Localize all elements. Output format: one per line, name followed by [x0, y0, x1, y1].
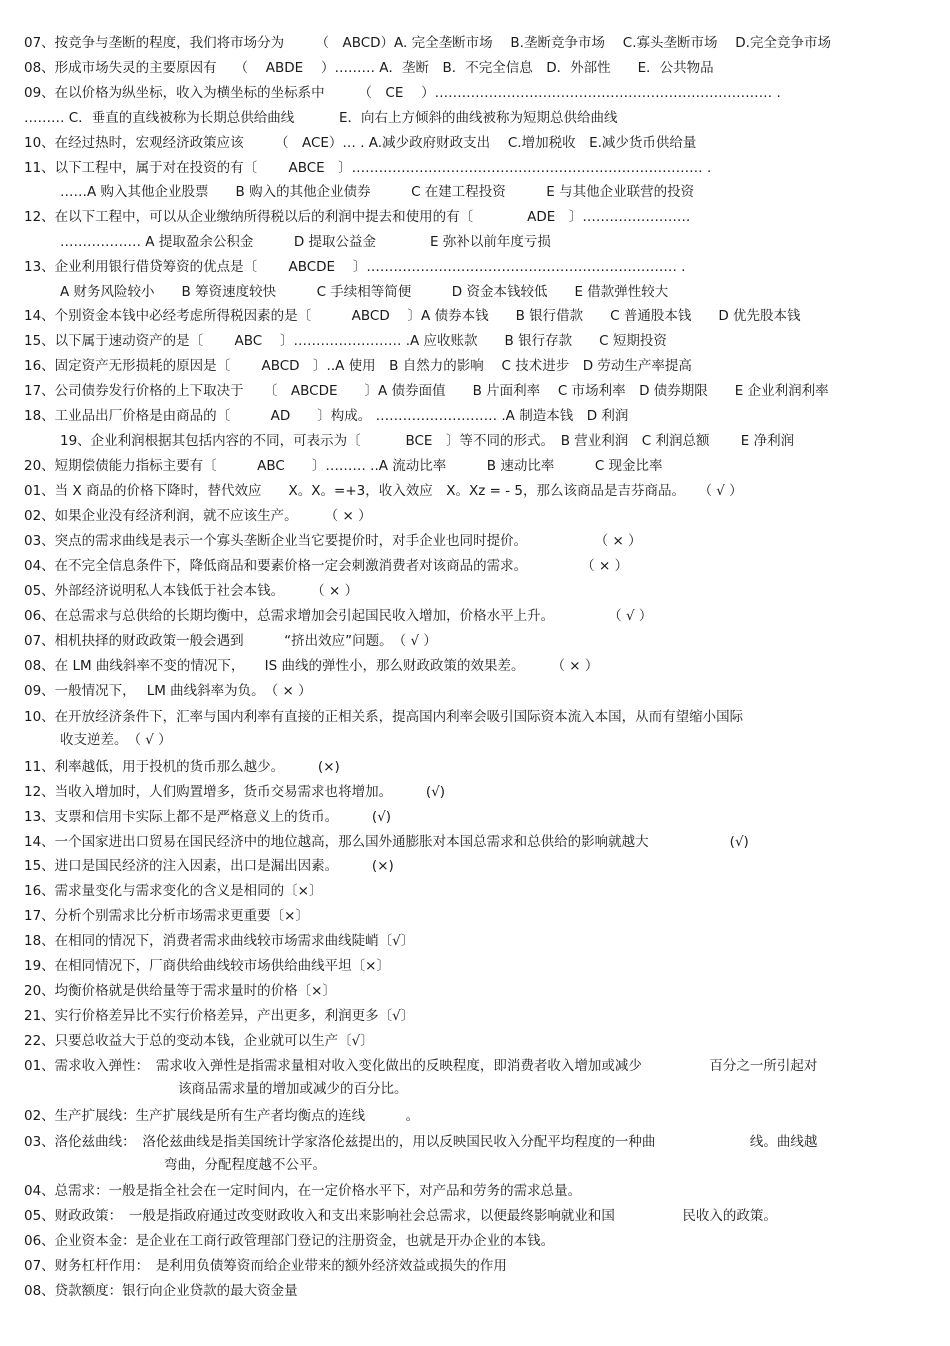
q-line: 05、外部经济说明私人本钱低于社会本钱。 （ × ） — [24, 583, 359, 599]
def-line: 06、企业资本金：是企业在工商行政管理部门登记的注册资金，也就是开办企业的本钱。 — [24, 1233, 555, 1249]
q-line: 01、当 X 商品的价格下降时，替代效应 X。X。=+3，收入效应 X。Xz = - 5，那么该商品是吉芬商品。 （ √ ） — [24, 483, 743, 499]
q-line: 07、按竞争与垄断的程度，我们将市场分为 （ ABCD）A. 完全垄断市场 B.垄断竞争市场 C.寡头垄断市场 D.完全竞争市场 — [24, 35, 831, 51]
q-line: 15、进口是国民经济的注入因素，出口是漏出因素。 (×) — [24, 858, 394, 874]
q-line: 16、需求量变化与需求变化的含义是相同的〔×〕 — [24, 883, 323, 899]
q-line: 13、企业利用银行借贷筹资的优点是〔 ABCDE 〕…………………………………………………………… . — [24, 259, 686, 275]
q-line: 12、在以下工程中，可以从企业缴纳所得税以后的利润中提去和使用的有〔 ADE 〕…………………… — [24, 209, 691, 225]
q-line: 18、工业品出厂价格是由商品的〔 AD 〕构成。 ……………………… .A 制造本钱 D 利润 — [24, 408, 629, 424]
def-line: 04、总需求：一般是指全社会在一定时间内，在一定价格水平下，对产品和劳务的需求总量。 — [24, 1183, 582, 1199]
q-line: ……………… A 提取盈余公积金 D 提取公益金 E 弥补以前年度亏损 — [60, 234, 551, 250]
q-line: 13、支票和信用卡实际上都不是严格意义上的货币。 (√) — [24, 809, 392, 825]
q-line: 21、实行价格差异比不实行价格差异，产出更多，利润更多〔√〕 — [24, 1008, 415, 1024]
q-line: 收支逆差。 （ √ ） — [60, 732, 172, 748]
def-line: 07、财务杠杆作用： 是利用负债筹资而给企业带来的额外经济效益或损失的作用 — [24, 1258, 507, 1274]
q-line: 20、均衡价格就是供给量等于需求量时的价格〔×〕 — [24, 983, 336, 999]
q-line: 09、一般情况下， LM 曲线斜率为负。 （ × ） — [24, 683, 312, 699]
q-line: 08、在 LM 曲线斜率不变的情况下， IS 曲线的弹性小，那么财政政策的效果差。 （ × ） — [24, 658, 599, 674]
q-line: 11、利率越低，用于投机的货币那么越少。 (×) — [24, 759, 340, 775]
q-line: 03、突点的需求曲线是表示一个寡头垄断企业当它要提价时，对手企业也同时提价。 （ × ） — [24, 533, 642, 549]
q-line: 17、公司债券发行价格的上下取决于 〔 ABCDE 〕A 债券面值 B 片面利率 C 市场利率 D 债券期限 E 企业利润利率 — [24, 383, 829, 399]
q-line: 10、在经过热时，宏观经济政策应该 （ ACE）… . A.减少政府财政支出 C.增加税收 E.减少货币供给量 — [24, 135, 697, 151]
q-line: 22、只要总收益大于总的变动本钱，企业就可以生产〔√〕 — [24, 1033, 374, 1049]
q-line: 10、在开放经济条件下，汇率与国内利率有直接的正相关系，提高国内利率会吸引国际资本流入本国，从而有望缩小国际 — [24, 709, 744, 725]
q-line: 17、分析个别需求比分析市场需求更重要〔×〕 — [24, 908, 309, 924]
q-line: 18、在相同的情况下，消费者需求曲线较市场需求曲线陡峭〔√〕 — [24, 933, 415, 949]
q-line: A 财务风险较小 B 筹资速度较快 C 手续相等简便 D 资金本钱较低 E 借款弹性较大 — [60, 284, 669, 300]
def-line: 02、生产扩展线：生产扩展线是所有生产者均衡点的连线 。 — [24, 1108, 420, 1124]
q-line: ……… C．垂直的直线被称为长期总供给曲线 E．向右上方倾斜的曲线被称为短期总供给曲线 — [24, 110, 618, 126]
def-line: 05、财政政策： 一般是指政府通过改变财政收入和支出来影响社会总需求，以便最终影响就业和国 民收入的政策。 — [24, 1208, 777, 1224]
q-line: 09、在以价格为纵坐标，收入为横坐标的坐标系中 （ CE ）………………………………………………………………… . — [24, 85, 781, 101]
q-line: 14、个别资金本钱中必经考虑所得税因素的是〔 ABCD 〕A 债券本钱 B 银行借款 C 普通股本钱 D 优先股本钱 — [24, 308, 801, 324]
q-line: 19、企业利润根据其包括内容的不同，可表示为〔 BCE 〕等不同的形式。 B 营业利润 C 利润总额 E 净利润 — [60, 433, 795, 449]
q-line: 04、在不完全信息条件下，降低商品和要素价格一定会刺激消费者对该商品的需求。 （ × ） — [24, 558, 629, 574]
q-line: 19、在相同情况下，厂商供给曲线较市场供给曲线平坦〔×〕 — [24, 958, 390, 974]
q-line: 12、当收入增加时，人们购置增多，货币交易需求也将增加。 (√) — [24, 784, 446, 800]
def-line: 08、贷款额度：银行向企业贷款的最大资金量 — [24, 1283, 298, 1299]
q-line: 11、以下工程中，属于对在投资的有〔 ABCE 〕…………………………………………………………………… . — [24, 160, 712, 176]
def-line: 弯曲，分配程度越不公平。 — [164, 1157, 326, 1173]
q-line: 20、短期偿债能力指标主要有〔 ABC 〕……… ..A 流动比率 B 速动比率 C 现金比率 — [24, 458, 663, 474]
q-line: 07、相机抉择的财政政策一般会遇到 “挤出效应”问题。 （ √ ） — [24, 633, 437, 649]
q-line: ……A 购入其他企业股票 B 购入的其他企业债券 C 在建工程投资 E 与其他企业联营的投资 — [60, 184, 695, 200]
q-line: 14、一个国家进出口贸易在国民经济中的地位越高，那么国外通膨胀对本国总需求和总供给的影响就越大 (√) — [24, 834, 749, 850]
q-line: 02、如果企业没有经济利润，就不应该生产。 （ × ） — [24, 508, 372, 524]
q-line: 16、固定资产无形损耗的原因是〔 ABCD 〕..A 使用 B 自然力的影响 C 技术进步 D 劳动生产率提高 — [24, 358, 692, 374]
q-line: 08、形成市场失灵的主要原因有 （ ABDE ）……… A．垄断 B．不完全信息 D．外部性 E．公共物品 — [24, 60, 714, 76]
q-line: 15、以下属于速动资产的是〔 ABC 〕…………………… .A 应收账款 B 银行存款 C 短期投资 — [24, 333, 667, 349]
q-line: 06、在总需求与总供给的长期均衡中，总需求增加会引起国民收入增加，价格水平上升。 （ √ ） — [24, 608, 653, 624]
def-line: 该商品需求量的增加或减少的百分比。 — [178, 1081, 408, 1097]
def-line: 01、需求收入弹性： 需求收入弹性是指需求量相对收入变化做出的反映程度，即消费者收入增加或减少 百分之一所引起对 — [24, 1058, 818, 1074]
def-line: 03、洛伦兹曲线： 洛伦兹曲线是指美国统计学家洛伦兹提出的，用以反映国民收入分配平均程度的一种曲 线。曲线越 — [24, 1134, 818, 1150]
